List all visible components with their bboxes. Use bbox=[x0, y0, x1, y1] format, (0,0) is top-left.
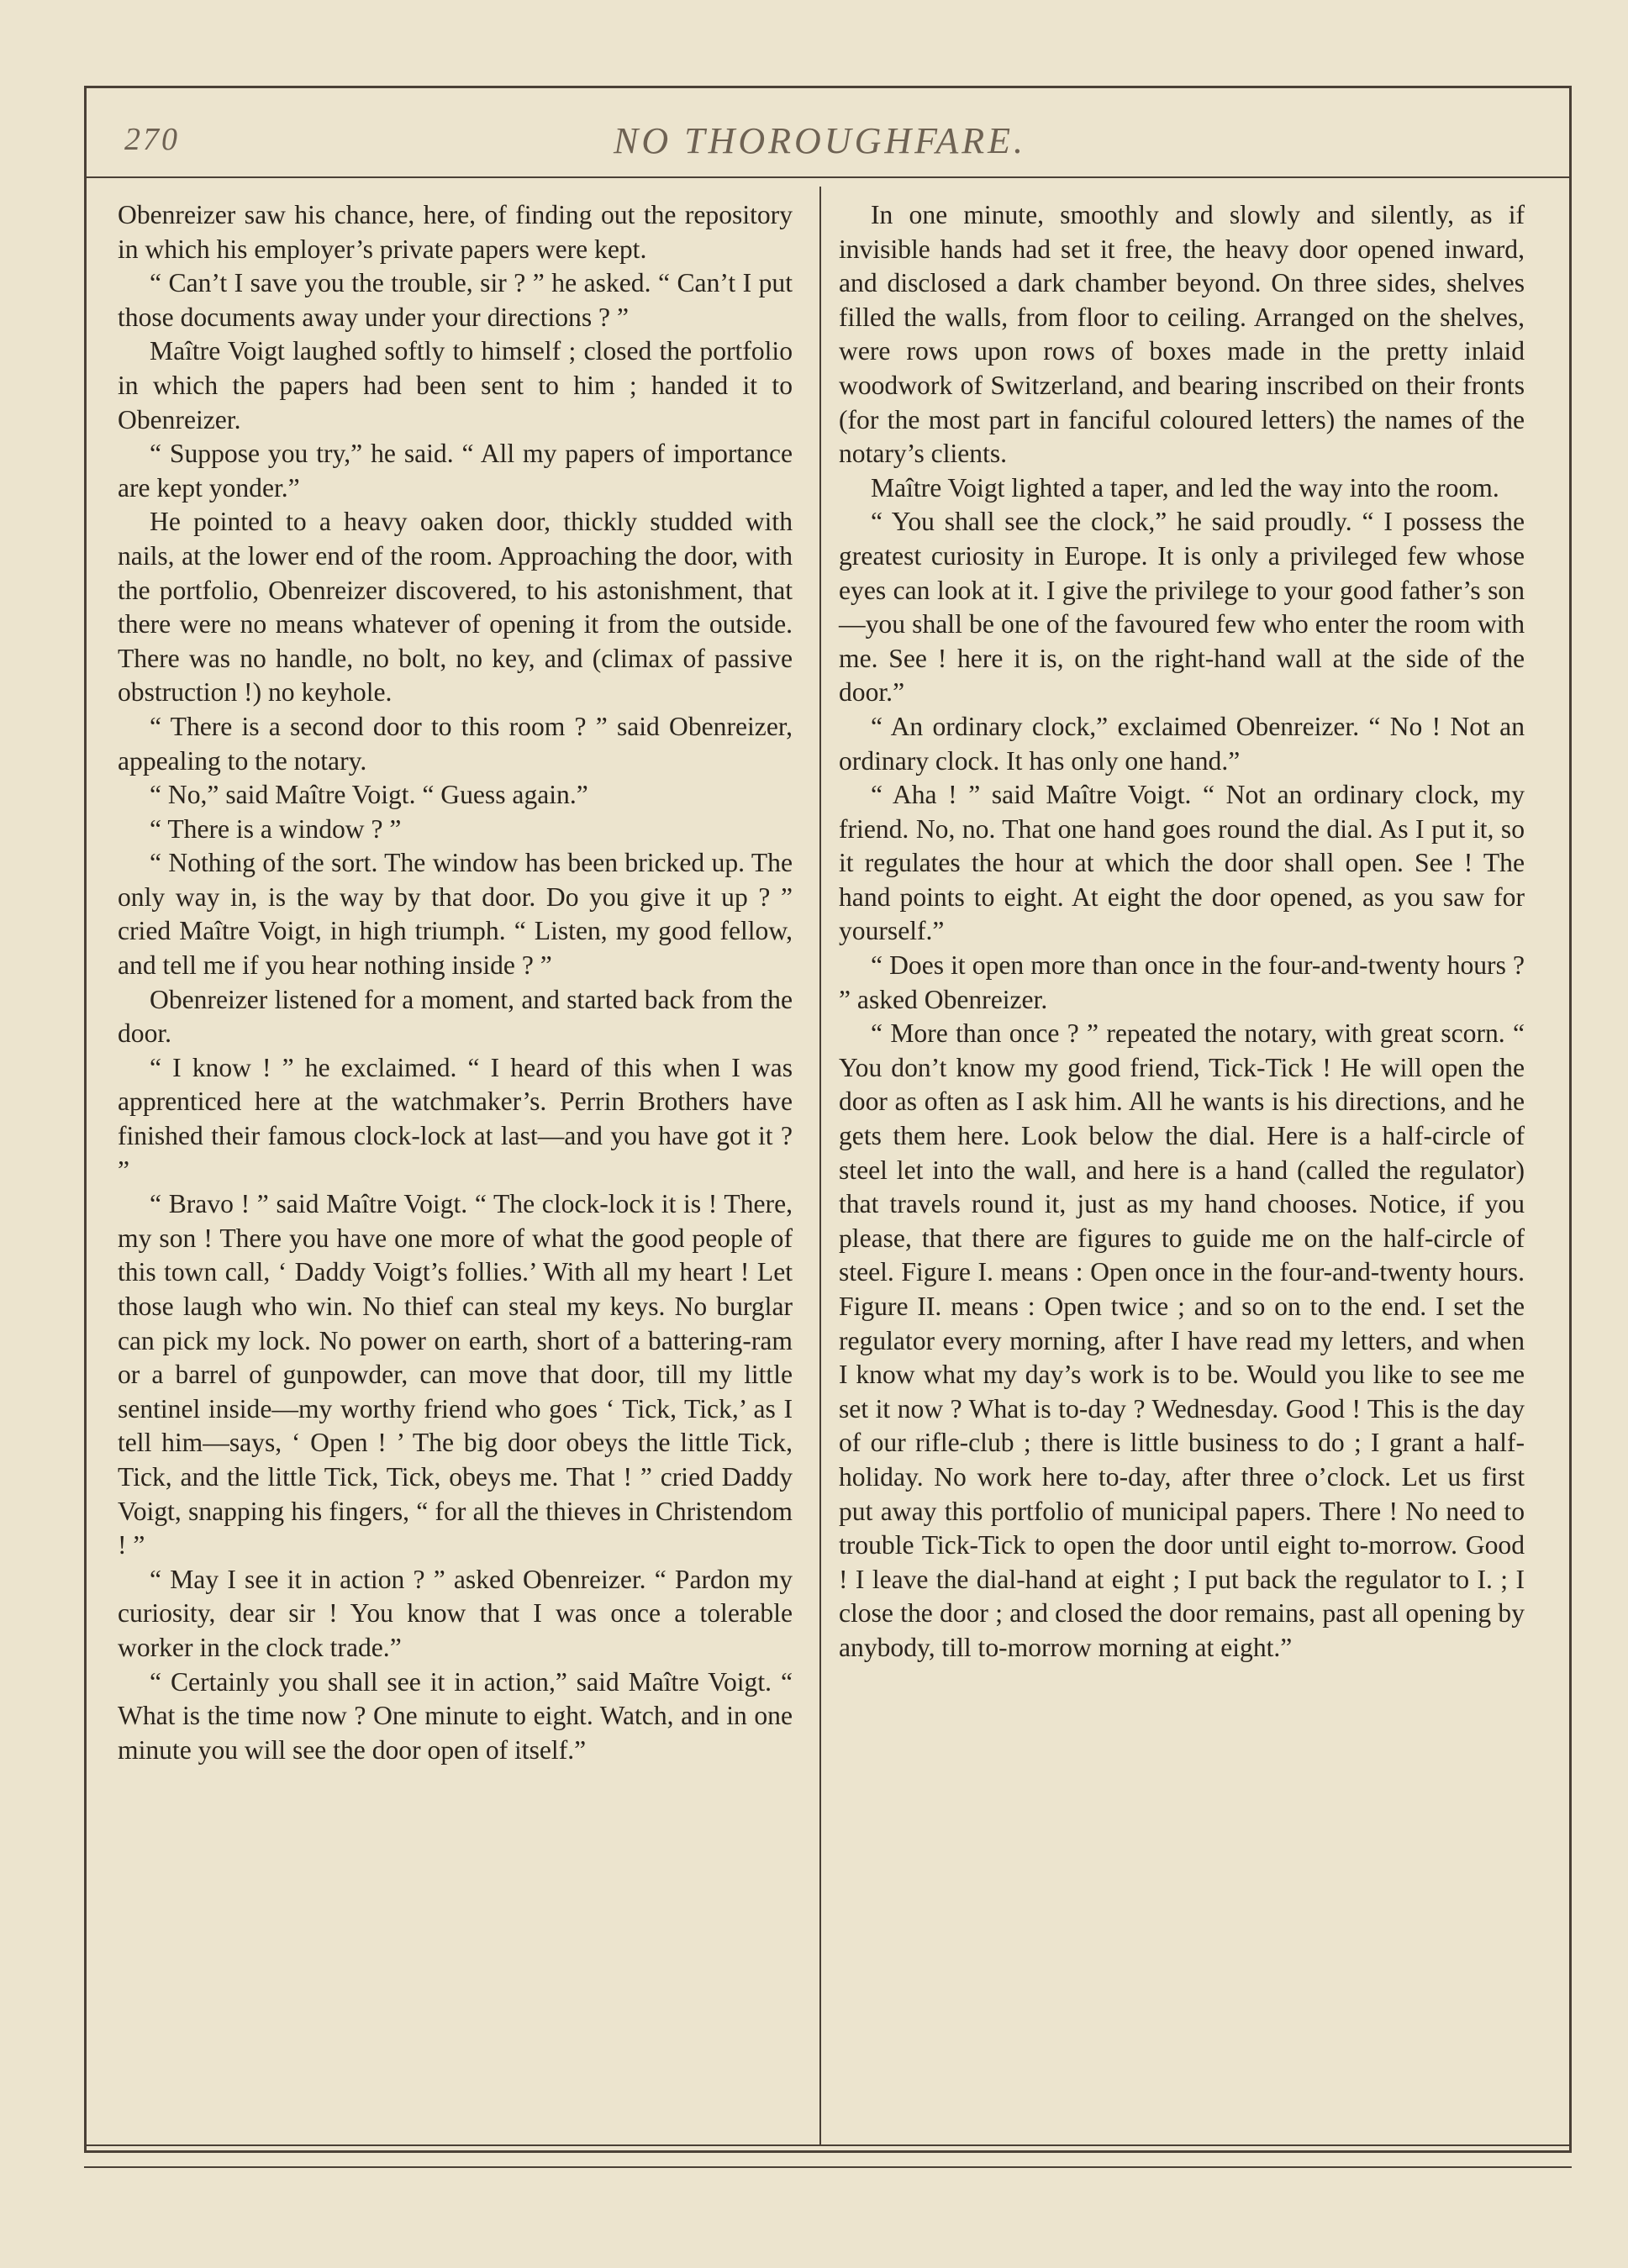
paragraph: “ Nothing of the sort. The window has been bricked up. The only way in, is the way by that door. Do you give it up ? ” cried Maître Voigt, in high triumph. “ Listen, my good fellow, and tell me if you hear nothing inside ? ” bbox=[118, 848, 793, 981]
paragraph: “ No,” said Maître Voigt. “ Guess again.” bbox=[150, 780, 588, 810]
paragraph: He pointed to a heavy oaken door, thickly studded with nails, at the lower end of the room. Approaching the door, with the portfolio, Obenreizer discovered, to his astonishment, that there were no means whatever of opening it from the outside. There was no handle, no bolt, no key, and (climax of passive obstruction !) no keyhole. bbox=[118, 507, 793, 708]
paragraph: “ May I see it in action ? ” asked Obenreizer. “ Pardon my curiosity, dear sir ! You know that I was once a tolerable worker in the clock trade.” bbox=[118, 1564, 793, 1662]
paragraph: Maître Voigt laughed softly to himself ; closed the portfolio in which the papers had been sent to him ; handed it to Obenreizer. bbox=[118, 336, 793, 434]
page-number: 270 bbox=[124, 122, 180, 157]
header-rule bbox=[87, 176, 1569, 178]
frame-left-rule bbox=[84, 86, 87, 2153]
bottom-rule-2 bbox=[84, 2150, 1572, 2153]
paragraph: “ Bravo ! ” said Maître Voigt. “ The clock-lock it is ! There, my son ! There you have one more of what the good people of this town call, ‘ Daddy Voigt’s follies.’ With all my heart ! Let those laugh who win. No thief can steal my keys. No burglar can pick my lock. No power on earth, short of a battering-ram or a barrel of gunpowder, can move that door, till my little sentinel inside—my worthy friend who goes ‘ Tick, Tick,’ as I tell him—says, ‘ Open ! ’ The big door obeys the little Tick, Tick, and the little Tick, Tick, obeys me. That ! ” cried Daddy Voigt, snapping his fingers, “ for all the thieves in Christendom ! ” bbox=[118, 1189, 793, 1560]
frame-top-rule bbox=[84, 86, 1572, 88]
paragraph: “ Suppose you try,” he said. “ All my papers of importance are kept yonder.” bbox=[118, 439, 793, 503]
paragraph: “ There is a second door to this room ? ” said Obenreizer, appealing to the notary. bbox=[118, 711, 793, 776]
paragraph: “ Can’t I save you the trouble, sir ? ” he asked. “ Can’t I put those documents away under your directions ? ” bbox=[118, 268, 793, 332]
paragraph: “ I know ! ” he exclaimed. “ I heard of this when I was apprenticed here at the watchmaker’s. Perrin Brothers have finished their famous clock-lock at last—and you have got it ? ” bbox=[118, 1052, 793, 1185]
paragraph: In one minute, smoothly and slowly and silently, as if invisible hands had set it free, the heavy door opened inward, and disclosed a dark chamber beyond. On three sides, shelves filled the walls, from floor to ceiling. Arranged on the shelves, were rows upon rows of boxes made in the pretty inlaid woodwork of Switzerland, and bearing inscribed on their fronts (for the most part in fanciful coloured letters) the names of the notary’s clients. bbox=[839, 200, 1525, 469]
column-divider bbox=[819, 187, 821, 2144]
paragraph: “ There is a window ? ” bbox=[150, 813, 402, 844]
right-column bbox=[839, 198, 1525, 1665]
paragraph: Obenreizer saw his chance, here, of finding out the repository in which his employer’s private papers were kept. bbox=[118, 200, 793, 264]
left-column bbox=[118, 198, 793, 1767]
paragraph: “ Certainly you shall see it in action,” said Maître Voigt. “ What is the time now ? One minute to eight. Watch, and in one minute you will see the door open of itself.” bbox=[118, 1666, 793, 1765]
paragraph: “ Does it open more than once in the four-and-twenty hours ? ” asked Obenreizer. bbox=[839, 950, 1525, 1014]
frame-right-rule bbox=[1569, 86, 1572, 2153]
paragraph: Obenreizer listened for a moment, and started back from the door. bbox=[118, 984, 793, 1049]
paragraph: “ More than once ? ” repeated the notary, with great scorn. “ You don’t know my good friend, Tick-Tick ! He will open the door as often as I ask him. All he wants is his directions, and he gets them here. Look below the dial. Here is a half-circle of steel let into the wall, and here is a hand (called the regulator) that travels round it, just as my hand chooses. Notice, if you please, that there are figures to guide me on the half-circle of steel. Figure I. means : Open once in the four-and-twenty hours. Figure II. means : Open twice ; and so on to the end. I set the regulator every morning, after I have read my letters, and when I know what my day’s work is to be. Would you like to see me set it now ? What is to-day ? Wednesday. Good ! This is the day of our rifle-club ; there is little business to do ; I grant a half-holiday. No work here to-day, after three o’clock. Let us first put away this portfolio of municipal papers. There ! No need to trouble Tick-Tick to open the door until eight to-morrow. Good ! I leave the dial-hand at eight ; I put back the regulator to I. ; I close the door ; and closed the door remains, past all opening by anybody, till to-morrow morning at eight.” bbox=[839, 1018, 1525, 1662]
bottom-rule-3 bbox=[84, 2166, 1572, 2168]
paragraph: “ An ordinary clock,” exclaimed Obenreizer. “ No ! Not an ordinary clock. It has only one hand.” bbox=[839, 711, 1525, 776]
paragraph: Maître Voigt lighted a taper, and led the way into the room. bbox=[871, 472, 1499, 503]
paragraph: “ You shall see the clock,” he said proudly. “ I possess the greatest curiosity in Europe. It is only a privileged few whose eyes can look at it. I give the privilege to your good father’s son—you shall be one of the favoured few who enter the room with me. See ! here it is, on the right-hand wall at the side of the door.” bbox=[839, 507, 1525, 708]
running-title: NO THOROUGHFARE. bbox=[614, 120, 1026, 161]
bottom-rule-1 bbox=[84, 2144, 1572, 2146]
paragraph: “ Aha ! ” said Maître Voigt. “ Not an ordinary clock, my friend. No, no. That one hand goes round the dial. As I put it, so it regulates the hour at which the door shall open. See ! The hand points to eight. At eight the door opened, as you saw for yourself.” bbox=[839, 780, 1525, 946]
